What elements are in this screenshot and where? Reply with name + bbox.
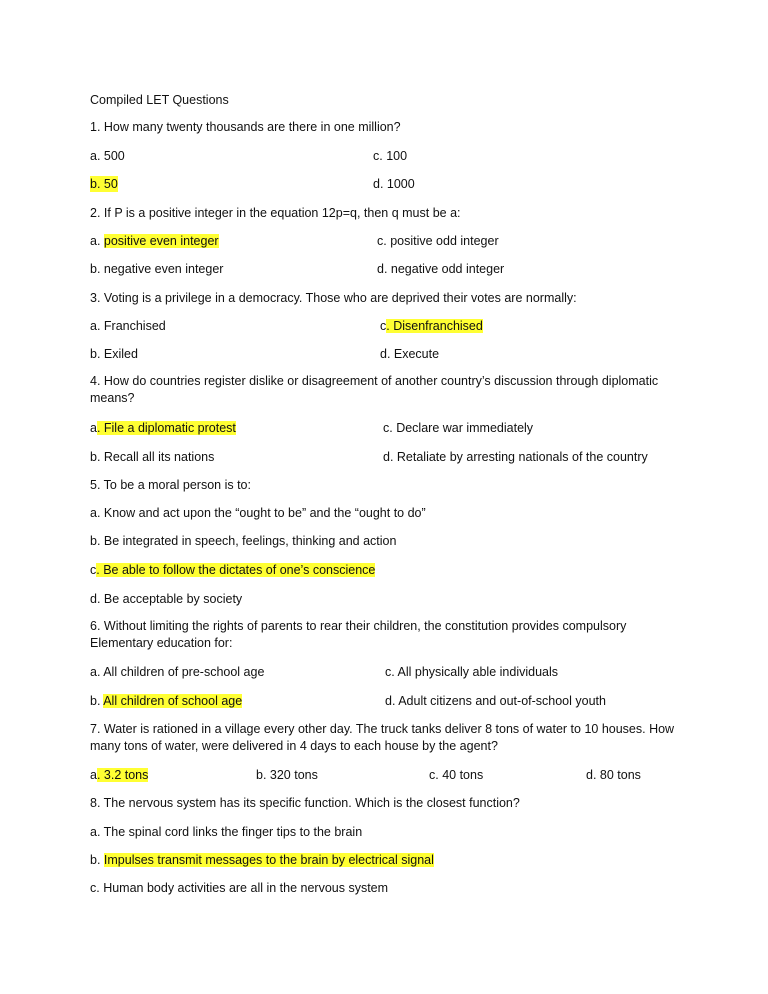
q1-option-a: a. 500 [90,149,125,163]
q8-option-c: c. Human body activities are all in the nervous system [90,881,389,895]
q5-option-c-highlighted: . Be able to follow the dictates of one’s conscience [96,563,376,577]
q1-option-d: d. 1000 [373,177,415,191]
q8-option-b [90,852,434,868]
q8-option-a: a. The spinal cord links the finger tips to the brain [90,825,363,839]
document-title: Compiled LET Questions [90,93,229,107]
q5-option-c-prefix: c [90,563,97,577]
q6-option-d: d. Adult citizens and out-of-school youth [385,694,606,708]
q1-option-b-highlighted: b. 50 [90,177,118,191]
q5-option-c [90,562,375,578]
q2-option-d: d. negative odd integer [377,262,505,276]
q2-option-c: c. positive odd integer [377,234,499,248]
q7-option-d: d. 80 tons [586,768,641,782]
q3-option-b: b. Exiled [90,347,138,361]
q5-option-a: a. Know and act upon the “ought to be” and the “ought to do” [90,506,426,520]
question-2: 2. If P is a positive integer in the equation 12p=q, then q must be a: [90,206,461,220]
question-1: 1. How many twenty thousands are there in one million? [90,120,401,134]
q2-option-b: b. negative even integer [90,262,224,276]
q2-option-a [90,233,219,249]
question-3: 3. Voting is a privilege in a democracy. Those who are deprived their votes are normally: [90,291,577,305]
q7-option-c: c. 40 tons [429,768,484,782]
q4-option-a-highlighted: . File a diplomatic protest [96,421,236,435]
q7-option-a-highlighted: . 3.2 tons [96,768,149,782]
q3-option-a: a. Franchised [90,319,166,333]
question-4: 4. How do countries register dislike or disagreement of another country’s discussion through diplomatic means? [90,374,659,405]
question-8: 8. The nervous system has its specific function. Which is the closest function? [90,796,520,810]
q4-option-c: c. Declare war immediately [383,421,534,435]
q4-option-b: b. Recall all its nations [90,450,215,464]
question-5: 5. To be a moral person is to: [90,478,251,492]
q4-option-d: d. Retaliate by arresting nationals of the country [383,450,648,464]
q3-option-c-prefix: c [380,319,387,333]
q3-option-d: d. Execute [380,347,440,361]
q7-option-b: b. 320 tons [256,768,318,782]
q6-option-a: a. All children of pre-school age [90,665,265,679]
q2-option-a-prefix: a. [90,234,104,248]
q4-option-a [90,420,236,436]
q6-option-b-prefix: b. [90,694,104,708]
q5-option-d: d. Be acceptable by society [90,592,243,606]
q7-option-a [90,767,148,783]
q7-option-a-prefix: a [90,768,97,782]
q2-option-a-highlighted: positive even integer [103,234,219,248]
q1-option-c: c. 100 [373,149,408,163]
q3-option-c [380,318,483,334]
question-7: 7. Water is rationed in a village every other day. The truck tanks deliver 8 tons of water to 10 houses. How many tons of water, were delivered in 4 days to each house by the agent? [90,722,675,753]
q8-option-b-prefix: b. [90,853,104,867]
q3-option-c-highlighted: . Disenfranchised [386,319,483,333]
q8-option-b-highlighted: Impulses transmit messages to the brain by electrical signal [103,853,434,867]
q6-option-b [90,693,242,709]
q5-option-b: b. Be integrated in speech, feelings, thinking and action [90,534,397,548]
q6-option-b-highlighted: All children of school age [103,694,243,708]
q6-option-c: c. All physically able individuals [385,665,559,679]
question-6: 6. Without limiting the rights of parents to rear their children, the constitution provides compulsory Elementary education for: [90,619,627,650]
q4-option-a-prefix: a [90,421,97,435]
